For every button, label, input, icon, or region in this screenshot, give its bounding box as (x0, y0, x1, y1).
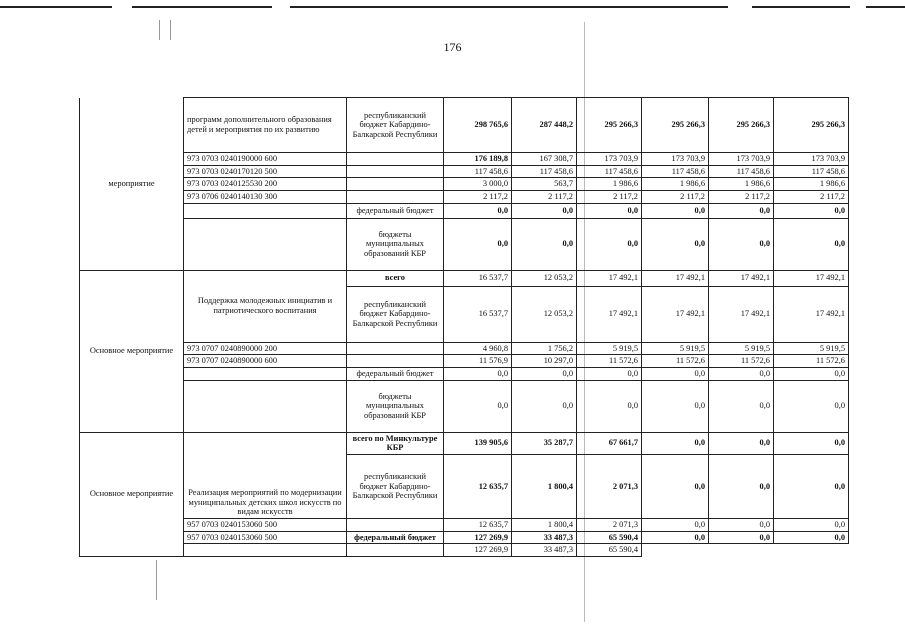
budget-code: 973 0707 0240890000 600 (184, 355, 347, 368)
top-rule (752, 6, 850, 8)
value-cell: 11 576,9 (444, 355, 512, 368)
value-cell: 0,0 (774, 380, 849, 432)
value-cell: 173 703,9 (577, 153, 642, 166)
funding-source: республиканский бюджет Кабардино-Балкарской Республики (347, 454, 444, 518)
value-cell: 0,0 (577, 218, 642, 270)
value-cell (642, 544, 709, 557)
value-cell: 0,0 (774, 432, 849, 454)
value-cell: 5 919,5 (577, 342, 642, 355)
value-cell: 17 492,1 (774, 286, 849, 342)
value-cell: 0,0 (709, 367, 774, 380)
table-row (80, 544, 849, 557)
top-rule (866, 6, 905, 8)
funding-source: всего (347, 270, 444, 286)
value-cell: 0,0 (709, 518, 774, 531)
funding-source: федеральный бюджет (347, 367, 444, 380)
value-cell (774, 544, 849, 557)
value-cell: 2 071,3 (577, 454, 642, 518)
value-cell: 1 800,4 (512, 454, 577, 518)
value-cell: 1 756,2 (512, 342, 577, 355)
table-row (80, 178, 849, 191)
value-cell: 0,0 (642, 203, 709, 218)
program-name: Поддержка молодежных инициатив и патриотического воспитания (184, 270, 347, 342)
scan-tick (156, 560, 157, 600)
top-rule (132, 6, 272, 8)
value-cell: 3 000,0 (444, 178, 512, 191)
budget-code: 973 0706 0240140130 300 (184, 190, 347, 203)
value-cell: 65 590,4 (577, 531, 642, 544)
value-cell: 173 703,9 (642, 153, 709, 166)
value-cell: 17 492,1 (709, 270, 774, 286)
value-cell: 2 117,2 (709, 190, 774, 203)
value-cell: 0,0 (774, 454, 849, 518)
budget-code: 957 0703 0240153060 500 (184, 531, 347, 544)
value-cell: 563,7 (512, 178, 577, 191)
value-cell: 11 572,6 (774, 355, 849, 368)
value-cell: 16 537,7 (444, 270, 512, 286)
value-cell: 12 635,7 (444, 518, 512, 531)
budget-code (184, 367, 347, 380)
value-cell: 117 458,6 (709, 165, 774, 178)
funding-source: федеральный бюджет (347, 531, 444, 544)
funding-source (347, 518, 444, 531)
value-cell: 0,0 (642, 518, 709, 531)
value-cell: 117 458,6 (512, 165, 577, 178)
value-cell: 35 287,7 (512, 432, 577, 454)
value-cell: 10 297,0 (512, 355, 577, 368)
table-row (80, 270, 849, 286)
value-cell: 5 919,5 (774, 342, 849, 355)
value-cell: 127 269,9 (444, 531, 512, 544)
scan-tick (159, 20, 160, 40)
program-name: программ дополнительного образования детей и мероприятия по их развитию (184, 98, 347, 153)
value-cell: 295 266,3 (774, 98, 849, 153)
value-cell: 295 266,3 (709, 98, 774, 153)
funding-source (347, 355, 444, 368)
value-cell: 117 458,6 (774, 165, 849, 178)
value-cell: 2 071,3 (577, 518, 642, 531)
value-cell: 117 458,6 (444, 165, 512, 178)
program-name: Реализация мероприятий по модернизации муниципальных детских школ искусств по видам искусств (184, 432, 347, 518)
value-cell: 1 800,4 (512, 518, 577, 531)
value-cell: 173 703,9 (709, 153, 774, 166)
value-cell: 12 635,7 (444, 454, 512, 518)
value-cell: 1 986,6 (709, 178, 774, 191)
funding-source: бюджеты муниципальных образований КБР (347, 218, 444, 270)
value-cell: 298 765,6 (444, 98, 512, 153)
value-cell: 12 053,2 (512, 270, 577, 286)
value-cell: 1 986,6 (774, 178, 849, 191)
budget-code: 973 0703 0240125530 200 (184, 178, 347, 191)
value-cell: 176 189,8 (444, 153, 512, 166)
value-cell: 0,0 (642, 531, 709, 544)
value-cell: 12 053,2 (512, 286, 577, 342)
value-cell: 0,0 (774, 531, 849, 544)
funding-source: республиканский бюджет Кабардино-Балкарской Республики (347, 286, 444, 342)
value-cell: 2 117,2 (512, 190, 577, 203)
value-cell: 65 590,4 (577, 544, 642, 557)
value-cell: 117 458,6 (642, 165, 709, 178)
budget-code: 973 0707 0240890000 200 (184, 342, 347, 355)
table-row (80, 342, 849, 355)
budget-code: 957 0703 0240153060 500 (184, 518, 347, 531)
funding-source: бюджеты муниципальных образований КБР (347, 380, 444, 432)
value-cell: 2 117,2 (774, 190, 849, 203)
value-cell: 0,0 (774, 367, 849, 380)
value-cell: 0,0 (577, 203, 642, 218)
value-cell: 0,0 (512, 203, 577, 218)
funding-source (347, 544, 444, 557)
value-cell: 17 492,1 (774, 270, 849, 286)
value-cell: 2 117,2 (444, 190, 512, 203)
value-cell: 295 266,3 (642, 98, 709, 153)
value-cell: 17 492,1 (642, 270, 709, 286)
value-cell: 0,0 (642, 367, 709, 380)
value-cell: 0,0 (444, 218, 512, 270)
value-cell: 0,0 (774, 218, 849, 270)
value-cell: 0,0 (642, 432, 709, 454)
value-cell: 16 537,7 (444, 286, 512, 342)
value-cell: 11 572,6 (577, 355, 642, 368)
value-cell: 5 919,5 (642, 342, 709, 355)
table-row (80, 518, 849, 531)
value-cell: 287 448,2 (512, 98, 577, 153)
value-cell: 0,0 (709, 380, 774, 432)
table-row (80, 218, 849, 270)
value-cell: 0,0 (774, 518, 849, 531)
value-cell: 17 492,1 (577, 270, 642, 286)
budget-code: 973 0703 0240190000 600 (184, 153, 347, 166)
value-cell (709, 544, 774, 557)
funding-source (347, 342, 444, 355)
value-cell: 0,0 (577, 367, 642, 380)
value-cell: 0,0 (642, 380, 709, 432)
value-cell: 0,0 (512, 380, 577, 432)
value-cell: 0,0 (642, 454, 709, 518)
value-cell: 17 492,1 (577, 286, 642, 342)
table-row (80, 531, 849, 544)
value-cell: 127 269,9 (444, 544, 512, 557)
value-cell: 67 661,7 (577, 432, 642, 454)
budget-code (184, 380, 347, 432)
row-label: мероприятие (80, 98, 184, 271)
row-label: Основное мероприятие (80, 432, 184, 556)
funding-source (347, 153, 444, 166)
scan-tick (170, 20, 171, 40)
table-row (80, 203, 849, 218)
table-row (80, 190, 849, 203)
value-cell: 5 919,5 (709, 342, 774, 355)
funding-source (347, 165, 444, 178)
funding-source (347, 190, 444, 203)
budget-code (184, 218, 347, 270)
value-cell: 1 986,6 (642, 178, 709, 191)
funding-source (347, 178, 444, 191)
value-cell: 139 905,6 (444, 432, 512, 454)
value-cell: 117 458,6 (577, 165, 642, 178)
value-cell: 11 572,6 (642, 355, 709, 368)
value-cell: 0,0 (444, 203, 512, 218)
top-rule (0, 6, 112, 8)
value-cell: 0,0 (444, 367, 512, 380)
value-cell: 33 487,3 (512, 544, 577, 557)
value-cell: 0,0 (444, 380, 512, 432)
funding-source: федеральный бюджет (347, 203, 444, 218)
value-cell: 0,0 (512, 218, 577, 270)
value-cell: 0,0 (709, 531, 774, 544)
value-cell: 0,0 (709, 454, 774, 518)
value-cell: 173 703,9 (774, 153, 849, 166)
budget-table (79, 97, 849, 557)
value-cell: 295 266,3 (577, 98, 642, 153)
value-cell: 0,0 (512, 367, 577, 380)
budget-code: 973 0703 0240170120 500 (184, 165, 347, 178)
value-cell: 11 572,6 (709, 355, 774, 368)
table-row (80, 98, 849, 153)
top-rule (290, 6, 728, 8)
budget-code (184, 203, 347, 218)
table-row (80, 432, 849, 454)
value-cell: 167 308,7 (512, 153, 577, 166)
table-row (80, 367, 849, 380)
value-cell: 17 492,1 (709, 286, 774, 342)
value-cell: 1 986,6 (577, 178, 642, 191)
table-row (80, 153, 849, 166)
value-cell: 0,0 (577, 380, 642, 432)
table-row (80, 380, 849, 432)
page-number: 176 (443, 40, 462, 54)
row-label: Основное мероприятие (80, 270, 184, 432)
value-cell: 0,0 (709, 218, 774, 270)
value-cell: 33 487,3 (512, 531, 577, 544)
table-row (80, 355, 849, 368)
value-cell: 17 492,1 (642, 286, 709, 342)
value-cell: 0,0 (709, 432, 774, 454)
value-cell: 2 117,2 (642, 190, 709, 203)
value-cell: 4 960,8 (444, 342, 512, 355)
table-row (80, 165, 849, 178)
funding-source: всего по Минкультуре КБР (347, 432, 444, 454)
value-cell: 0,0 (774, 203, 849, 218)
funding-source: республиканский бюджет Кабардино-Балкарской Республики (347, 98, 444, 153)
value-cell: 0,0 (642, 218, 709, 270)
budget-code (184, 544, 347, 557)
value-cell: 0,0 (709, 203, 774, 218)
value-cell: 2 117,2 (577, 190, 642, 203)
